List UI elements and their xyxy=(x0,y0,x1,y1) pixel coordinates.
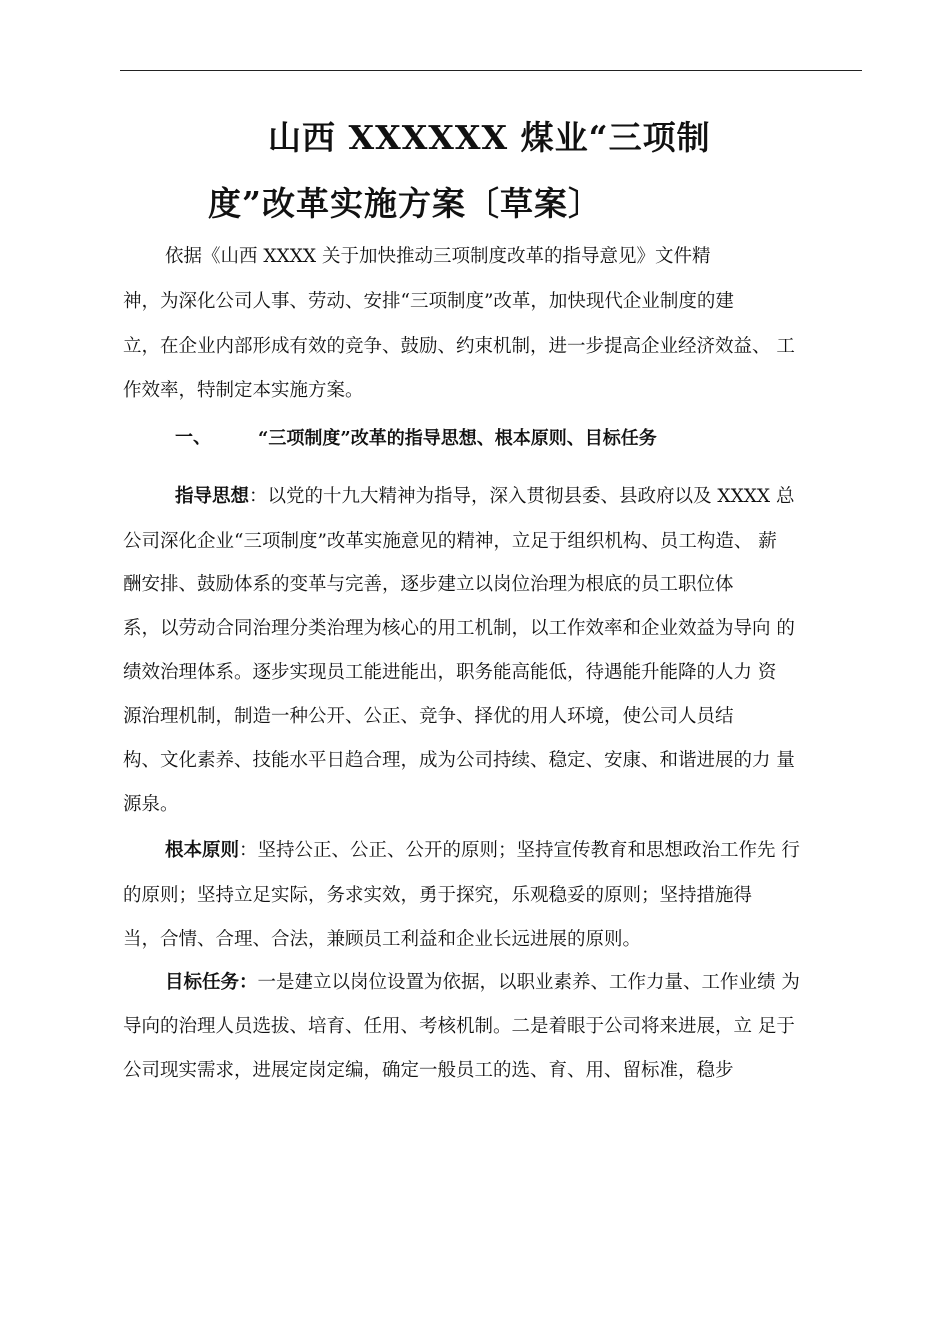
header-rule xyxy=(120,70,862,71)
targets-text-1: 一是建立以岗位设置为依据，以职业素养、工作力量、工作业绩 为 xyxy=(257,972,800,993)
guiding-line-4: 系，以劳动合同治理分类治理为核心的用工机制，以工作效率和企业效益为导向 的 xyxy=(123,618,795,639)
guiding-line-5: 绩效治理体系。逐步实现员工能进能出，职务能高能低，待遇能升能降的人力 资 xyxy=(123,662,777,683)
intro-line-1: 依据《山西 XXXX 关于加快推动三项制度改革的指导意见》文件精 xyxy=(165,246,711,267)
targets-line-1 xyxy=(165,968,800,994)
targets-line-3: 公司现实需求，进展定岗定编，确定一般员工的选、育、用、留标准，稳步 xyxy=(123,1060,734,1081)
targets-label: 目标任务： xyxy=(165,972,258,993)
principles-line-2: 的原则；坚持立足实际，务求实效，勇于探究，乐观稳妥的原则；坚持措施得 xyxy=(123,885,753,906)
title-line-2: 度”改革实施方案〔草案〕 xyxy=(208,184,602,223)
guiding-line-7: 构、文化素养、技能水平日趋合理，成为公司持续、稳定、安康、和谐进展的力 量 xyxy=(123,750,795,771)
principles-line-3: 当，合情、合理、合法，兼顾员工利益和企业长远进展的原则。 xyxy=(123,929,642,950)
title-line-1: 山西 XXXXXX 煤业“三项制 xyxy=(268,118,711,157)
guiding-line-3: 酬安排、鼓励体系的变革与完善，逐步建立以岗位治理为根底的员工职位体 xyxy=(123,574,734,595)
intro-line-2: 神，为深化公司人事、劳动、安排“三项制度”改革，加快现代企业制度的建 xyxy=(123,291,734,312)
guiding-text-1: ：以党的十九大精神为指导，深入贯彻县委、县政府以及 XXXX 总 xyxy=(249,486,795,507)
guiding-line-8: 源泉。 xyxy=(123,794,179,815)
section-number: 一、 xyxy=(175,427,211,448)
principles-label: 根本原则 xyxy=(165,840,240,861)
guiding-label: 指导思想 xyxy=(175,486,250,507)
guiding-line-2: 公司深化企业“三项制度”改革实施意见的精神，立足于组织机构、员工构造、 薪 xyxy=(123,531,777,552)
intro-line-3: 立，在企业内部形成有效的竞争、鼓励、约束机制，进一步提高企业经济效益、 工 xyxy=(123,336,795,357)
guiding-line-6: 源治理机制，制造一种公开、公正、竞争、择优的用人环境，使公司人员结 xyxy=(123,706,734,727)
guiding-line-1 xyxy=(175,482,794,508)
intro-line-4: 作效率，特制定本实施方案。 xyxy=(123,380,364,401)
section-heading: “三项制度”改革的指导思想、根本原则、目标任务 xyxy=(258,428,657,449)
targets-line-2: 导向的治理人员选拔、培育、任用、考核机制。二是着眼于公司将来进展，立 足于 xyxy=(123,1016,795,1037)
principles-text-1: ：坚持公正、公正、公开的原则；坚持宣传教育和思想政治工作先 行 xyxy=(239,840,800,861)
principles-line-1 xyxy=(165,836,800,862)
